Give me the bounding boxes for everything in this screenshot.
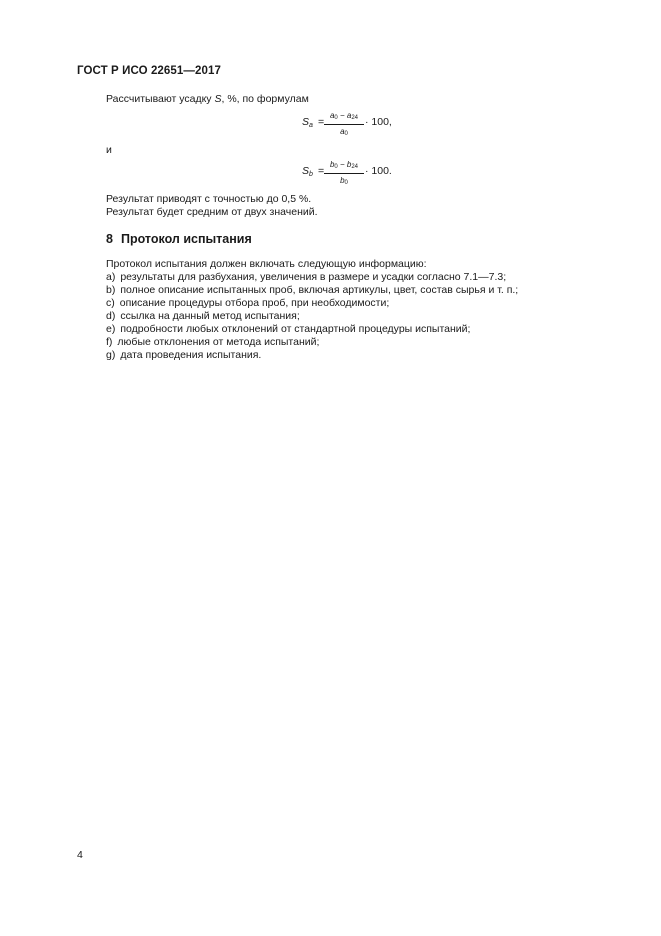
list-marker: d): [106, 310, 116, 322]
protocol-intro: Протокол испытания должен включать следующую информацию:: [106, 258, 427, 270]
formula-sb-numerator: $b_0 - b_{24}$: [329, 160, 359, 170]
formula-sb-denominator: $b_0$: [340, 176, 348, 186]
result-average-line: Результат будет средним от двух значений.: [106, 206, 318, 218]
document-code-header: ГОСТ Р ИСО 22651—2017: [77, 65, 222, 77]
list-item: [106, 310, 300, 323]
list-marker: a): [106, 271, 116, 283]
formula-sa-numerator: $a_0 - a_{24}$: [329, 111, 359, 121]
list-text: результаты для разбухания, увеличения в размере и усадки согласно 7.1—7.3;: [120, 271, 507, 283]
fraction-bar: [324, 124, 364, 125]
conjunction-and: и: [106, 144, 112, 156]
section-number: 8: [106, 232, 113, 246]
section-title: Протокол испытания: [120, 232, 252, 246]
formula-sa-equals: =: [318, 116, 325, 128]
list-text: подробности любых отклонений от стандартной процедуры испытаний;: [120, 323, 471, 335]
formula-sa-lhs: $S_a$: [302, 116, 313, 129]
section-heading: [106, 232, 252, 246]
formula-sb-multiplier: · 100.: [365, 165, 392, 177]
intro-text-before: Рассчитывают усадку: [106, 93, 215, 105]
formula-sa-denominator: $a_0$: [340, 127, 348, 137]
intro-variable: S: [214, 93, 222, 105]
list-item: [106, 271, 506, 284]
formula-sb-lhs: $S_b$: [302, 165, 313, 178]
formula-sb-equals: =: [318, 165, 325, 177]
result-precision-line: Результат приводят с точностью до 0,5 %.: [106, 193, 312, 205]
list-text: ссылка на данный метод испытания;: [120, 310, 300, 322]
list-marker: f): [106, 336, 113, 348]
shrinkage-intro: [106, 93, 309, 106]
list-text: описание процедуры отбора проб, при необходимости;: [119, 297, 390, 309]
list-text: любые отклонения от метода испытаний;: [117, 336, 320, 348]
page-number: 4: [77, 849, 83, 861]
list-item: [106, 349, 261, 362]
list-marker: e): [106, 323, 116, 335]
list-item: [106, 297, 389, 310]
list-text: полное описание испытанных проб, включая артикулы, цвет, состав сырья и т. п.;: [120, 284, 519, 296]
list-item: [106, 323, 470, 336]
list-marker: c): [106, 297, 115, 309]
list-text: дата проведения испытания.: [120, 349, 262, 361]
list-marker: g): [106, 349, 116, 361]
list-marker: b): [106, 284, 116, 296]
formula-sa-fraction: [324, 111, 364, 139]
intro-text-after: , %, по формулам: [221, 93, 309, 105]
list-item: [106, 336, 319, 349]
formula-sb-fraction: [324, 160, 364, 188]
list-item: [106, 284, 518, 297]
fraction-bar: [324, 173, 364, 174]
formula-sa-multiplier: · 100,: [365, 116, 392, 128]
